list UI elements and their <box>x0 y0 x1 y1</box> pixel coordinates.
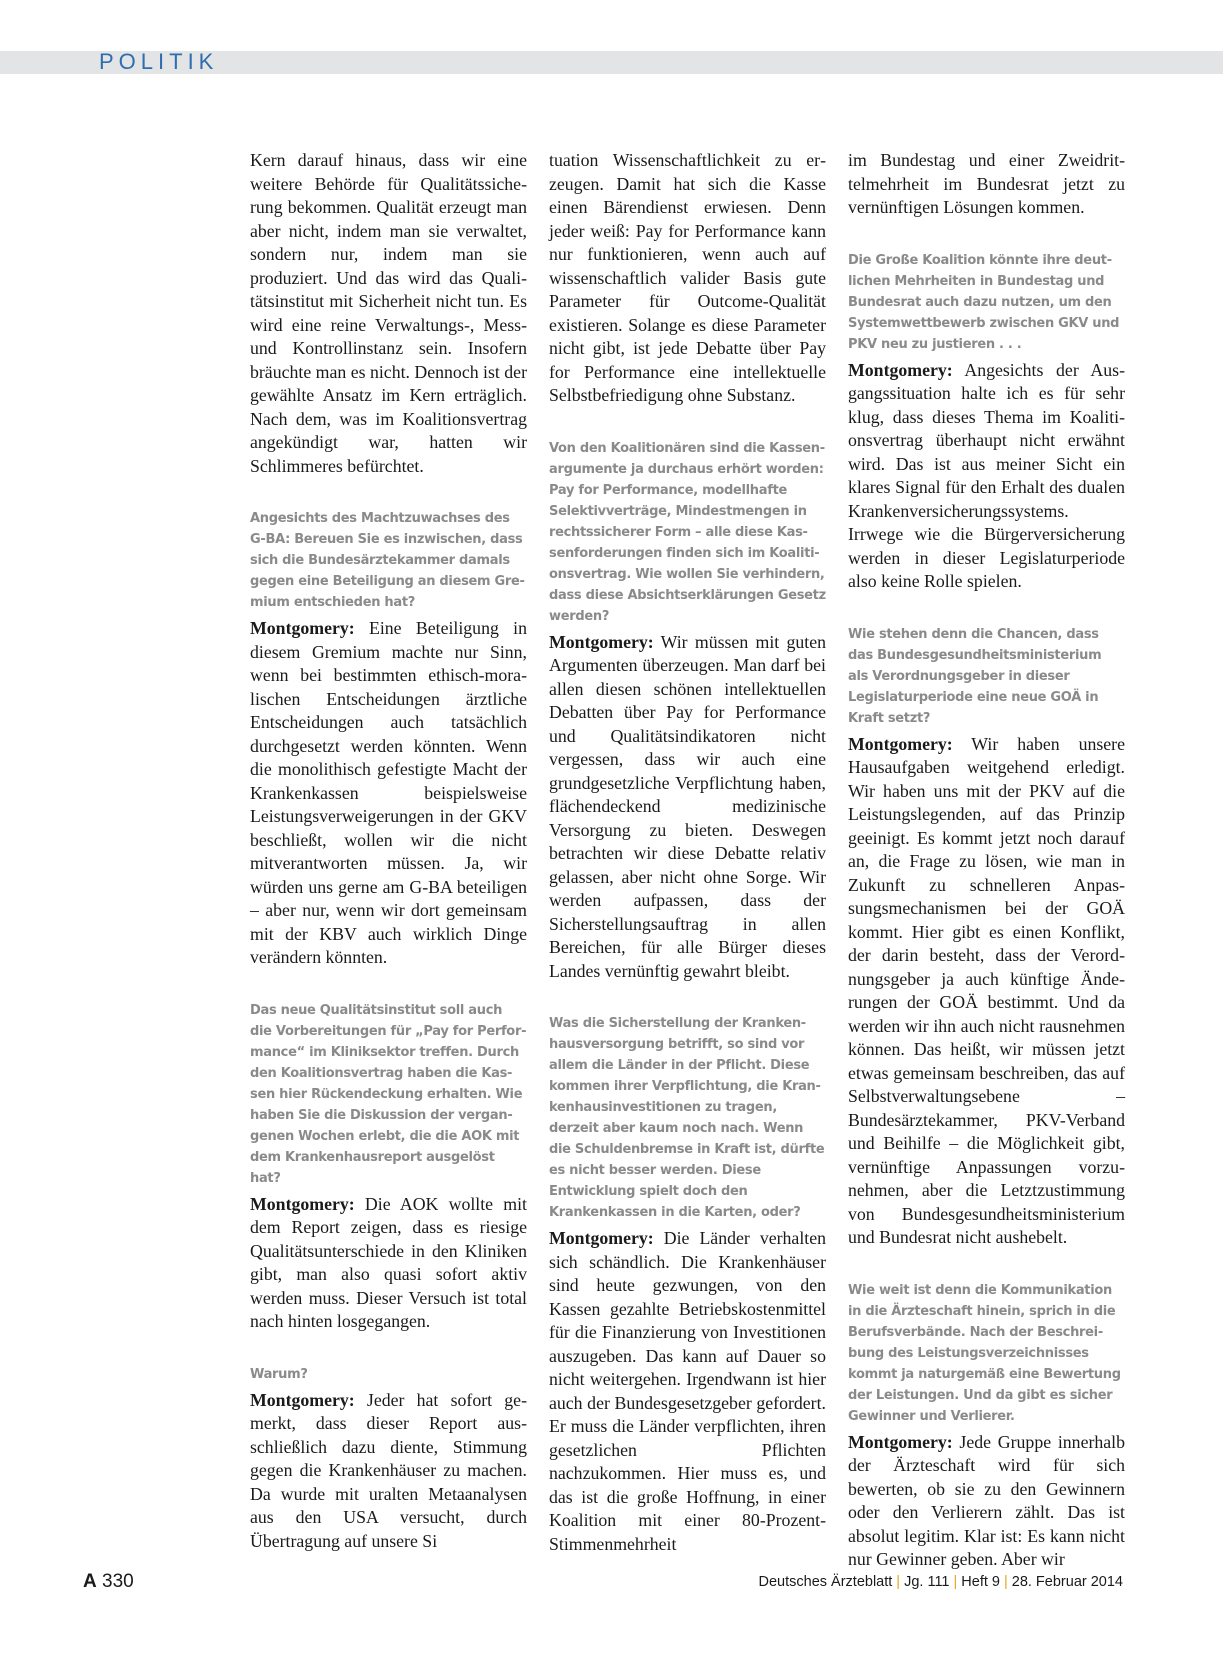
answer-text: Wir müssen mit guten Argumenten überzeugen. Man darf bei allen diesen schönen intellektuellen Debatten über Pay for Performance und Qualitätsindikatoren nicht vergessen, dass wir auch eine grundgesetzliche Verpflichtung haben, flächendeckend medizinische Versorgung zu bieten. Deswegen betrachten wir diese Debatte relativ gelassen, aber nicht ohne Sorge. Wir werden aufpassen, dass der Sicherstellungsauftrag in allen Bereichen, für alle Bürger dieses Landes vernünftig gewahrt bleibt. <box>549 631 826 981</box>
interview-question: Wie stehen denn die Chancen, dass das Bundesgesundheitsministerium als Verordnungsgeber in dieser Legislaturperiode eine neue GOÄ in Kraft setzt? <box>848 626 1102 726</box>
answer-text: Jeder hat sofort gemerkt, dass dieser Report ausschließlich dazu diente, Stimmung gegen die Krankenhäuser zu machen. Da wurde mit uralten Metaanalysen aus den USA versucht, durch Übertragung auf unsere Si <box>250 1389 527 1551</box>
interview-question: Warum? <box>250 1366 308 1382</box>
interview-answer <box>250 1389 527 1554</box>
page-number-value: 330 <box>102 1571 134 1592</box>
interview-answer <box>250 1193 527 1334</box>
page-prefix: A <box>83 1571 97 1592</box>
column-3 <box>848 149 1125 1572</box>
column-1 <box>250 149 527 1553</box>
journal-issue: Heft 9 <box>961 1574 1000 1590</box>
interview-answer <box>549 631 826 984</box>
speaker-label: Montgomery: <box>549 631 654 652</box>
interview-question: Wie weit ist denn die Kommunikation in die Ärzteschaft hinein, sprich in die Berufsverbände. Nach der Beschreibung des Leistungsverzeichnisses kommt ja naturgemäß eine Bewertung der Leistungen. Und da gibt es sicher Gewinner und Verlierer. <box>848 1282 1121 1424</box>
speaker-label: Montgomery: <box>549 1228 654 1248</box>
interview-question: Was die Sicherstellung der Krankenhausversorgung betrifft, so sind vor allem die Länder in der Pflicht. Diese kommen ihrer Verpflichtung, die Krankenhausinvestitionen zu tragen, derzeit aber kaum noch nach. Wenn die Schuldenbremse in Kraft ist, dürfte es nicht besser werden. Diese Entwicklung spielt doch den Krankenkassen in die Karten, oder? <box>549 1016 825 1220</box>
interview-answer <box>250 617 527 970</box>
journal-citation <box>759 1574 1124 1590</box>
answer-text: Jede Gruppe innerhalb der Ärzteschaft wird für sich bewerten, ob sie zu den Gewinnern oder den Verlierern zählt. Das ist absolut legitim. Klar ist: Es kann nicht nur Gewinner geben. Aber wir <box>848 1431 1125 1569</box>
page-number <box>83 1571 134 1593</box>
journal-name: Deutsches Ärzteblatt <box>758 1574 893 1590</box>
answer-text: Die Länder verhalten sich schändlich. Die Krankenhäuser sind heute gezwungen, von den Kassen gezahlte Betriebskostenmittel für die Finanzierung von Investitionen auszugeben. Das kann auf Dauer so nicht weitergehen. Irgendwann ist hier auch der Bundesgesetzgeber gefordert. Er muss die Länder verpflichten, ihren gesetzlichen Pflichten nachzukommen. Hier muss es, und das ist die große Hoffnung, in einer Koalition mit einer 80-Prozent-Stimmenmehrheit <box>549 1228 826 1554</box>
speaker-label: Montgomery: <box>848 359 953 380</box>
separator: | <box>1003 1574 1008 1590</box>
answer-text: Die AOK wollte mit dem Report zeigen, dass es riesige Qualitätsunterschiede in den Kliniken gibt, man also quasi sofort aktiv werden muss. Dieser Versuch ist total nach hinten losgegangen. <box>250 1193 527 1331</box>
interview-answer <box>848 359 1125 594</box>
answer-text: Wir haben unsere Hausaufgaben weitgehend erledigt. Wir haben uns mit der PKV auf die Leistungslegenden, auf das Prinzip geeinigt. Es kommt jetzt noch darauf an, die Frage zu lösen, wie man in Zukunft zu schnelleren Anpassungsmechanismen bei der GOÄ kommt. Hier gibt es einen Konflikt, der darin besteht, dass der Verordnungsgeber ja auch künftige Änderungen der GOÄ bestimmt. Und da werden wir ihn auch nicht rausnehmen können. Das heißt, wir müssen jetzt etwas gemeinsam beschreiben, das auf Selbstverwaltungsebene – Bundesärztekammer, PKV-Verband und Beihilfe – die Möglichkeit gibt, vernünftige Anpassungen vorzunehmen, aber die Letztzustimmung von Bundesgesundheitsministerium und Bundesrat nicht aushebelt. <box>848 733 1125 1247</box>
speaker-label: Montgomery: <box>250 1389 355 1410</box>
interview-answer <box>848 733 1125 1250</box>
separator: | <box>896 1574 901 1590</box>
speaker-label: Montgomery: <box>250 618 355 638</box>
interview-question: Das neue Qualitätsinstitut soll auch die Vorbereitungen für „Pay for Performance“ im Kliniksektor treffen. Durch den Koalitionsvertrag haben die Kassen hier Rückendeckung erhalten. Wie haben Sie die Diskussion der vergangenen Wochen erlebt, die die AOK mit dem Krankenhausreport ausgelöst hat? <box>250 1002 527 1186</box>
interview-question: Von den Koalitionären sind die Kassenargumente ja durchaus erhört worden: Pay for Performance, modellhafte Selektivverträge, Mindestmengen in rechtssicherer Form – alle diese Kassenforderungen finden sich im Koalitionsvertrag. Wie wollen Sie verhindern, dass diese Absichtserklärungen Gesetz werden? <box>549 440 826 624</box>
interview-question: Angesichts des Machtzuwachses des G-BA: Bereuen Sie es inzwischen, dass sich die Bundesärztekammer damals gegen eine Beteiligung an diesem Gremium entschieden hat? <box>250 511 525 610</box>
answer-text: Angesichts der Ausgangssituation halte ich es für sehr klug, dass dieses Thema im Koalitionsvertrag überhaupt nicht erwähnt wird. Das ist aus meiner Sicht ein klares Signal für den Erhalt des dualen Krankenversicherungssystems. Irrwege wie die Bürgerversicherung werden in dieser Legislaturperiode also keine Rolle spielen. <box>848 359 1125 591</box>
speaker-label: Montgomery: <box>848 1431 953 1452</box>
interview-answer <box>549 1227 826 1556</box>
interview-question: Die Große Koalition könnte ihre deutlichen Mehrheiten in Bundestag und Bundesrat auch dazu nutzen, um den Systemwettbewerb zwischen GKV und PKV neu zu justieren . . . <box>848 252 1120 352</box>
journal-volume: Jg. 111 <box>904 1574 950 1590</box>
column-2 <box>549 149 826 1556</box>
answer-text: Eine Beteiligung in diesem Gremium machte nur Sinn, wenn bei bestimmten ethisch-moralischen Entscheidungen ärztliche Entscheidungen auch tatsächlich durchgesetzt werden könnten. Wenn die monolithisch gefestigte Macht der Krankenkassen beispielsweise Leistungsverweigerungen in der GKV beschließt, wollen wir die nicht mitverantworten müssen. Ja, wir würden uns gerne am G-BA beteiligen – aber nur, wenn wir dort gemeinsam mit der KBV auch wirklich Dinge verändern könnten. <box>250 618 527 967</box>
body-paragraph: tuation Wissenschaftlichkeit zu erzeugen. Damit hat sich die Kasse einen Bärendienst erwiesen. Denn jeder weiß: Pay for Performance kann nur funktionieren, wenn auch auf wissenschaftlich valider Basis gute Parameter für Outcome-Qualität existieren. Solange es diese Parameter nicht gibt, ist jede Debatte über Pay for Performance eine intellektuelle Selbstbefriedigung ohne Substanz. <box>549 150 826 405</box>
journal-date: 28. Februar 2014 <box>1011 1574 1123 1590</box>
body-paragraph: im Bundestag und einer Zweidrittelmehrheit im Bundesrat jetzt zu vernünftigen Lösungen kommen. <box>848 150 1125 217</box>
separator: | <box>953 1574 958 1590</box>
section-label: POLITIK <box>99 49 219 74</box>
speaker-label: Montgomery: <box>250 1193 355 1214</box>
interview-answer <box>848 1431 1125 1572</box>
speaker-label: Montgomery: <box>848 733 953 754</box>
body-paragraph: Kern darauf hinaus, dass wir eine weitere Behörde für Qualitätssicherung bekommen. Qualität erzeugt man aber nicht, indem man sie verwaltet, sondern nur, indem man sie produziert. Und das wird das Qualitätsinstitut mit Sicherheit nicht tun. Es wird eine reine Verwaltungs-, Mess- und Kontrollinstanz sein. Insofern bräuchte man es nicht. Dennoch ist der gewählte Ansatz im Kern erträglich. Nach dem, was im Koalitionsvertrag angekündigt war, hatten wir Schlimmeres befürchtet. <box>250 150 527 476</box>
